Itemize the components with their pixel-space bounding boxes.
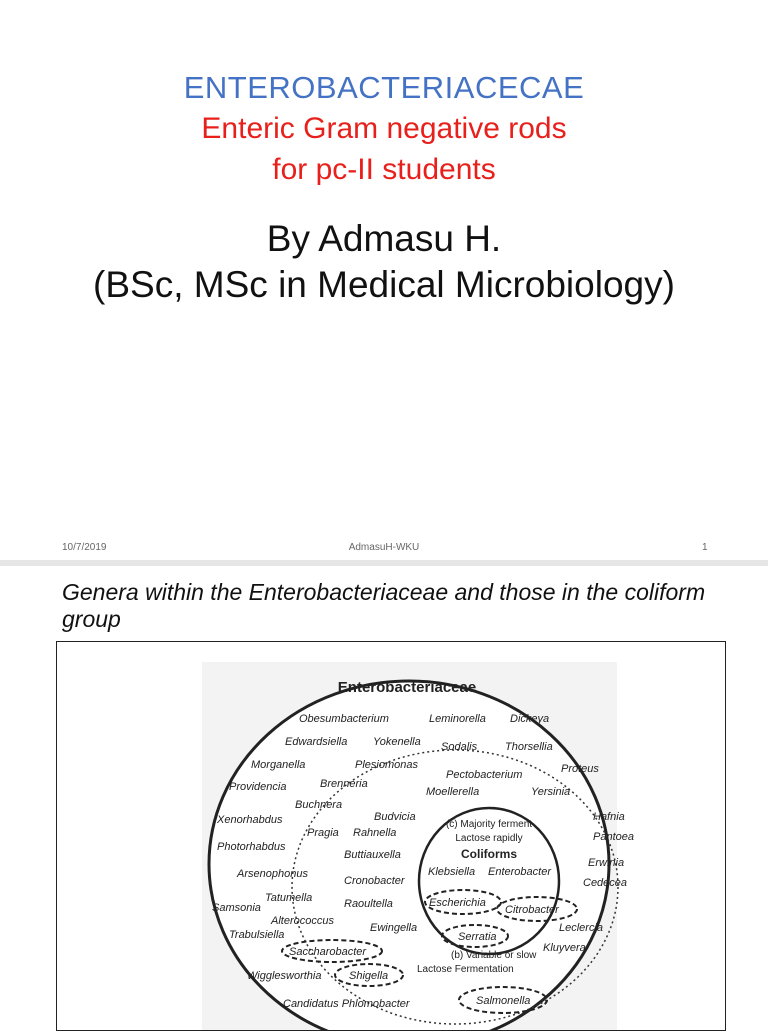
genus-label: Brenneria [320, 778, 368, 790]
author-name: By Admasu H. [266, 218, 502, 259]
venn-diagram [57, 642, 726, 1031]
genus-label: Wigglesworthia [247, 970, 322, 982]
genus-label: Salmonella [476, 995, 531, 1007]
genus-label: Klebsiella [428, 866, 476, 878]
coliform-caption-line2: Lactose rapidly [455, 833, 523, 844]
genus-label: Buchnera [295, 799, 343, 811]
genus-label: Kluyvera [543, 942, 586, 954]
genus-label: Sodalis [441, 741, 478, 753]
genus-label: Citrobacter [505, 904, 559, 916]
enterobacteriaceae-figure [56, 641, 726, 1031]
footer-date: 10/7/2019 [62, 542, 107, 553]
genus-label: Trabulsiella [229, 929, 285, 941]
genus-label: Yersinia [531, 786, 571, 798]
genus-label: Budvicia [374, 811, 416, 823]
genus-label: Escherichia [429, 897, 486, 909]
genus-label: Arsenophonus [237, 868, 308, 880]
genus-label: Pectobacterium [446, 769, 523, 781]
figure-slide [0, 566, 768, 1024]
genus-label: Pantoea [593, 831, 634, 843]
coliforms-heading: Coliforms [460, 847, 518, 861]
genus-label: Ewingella [370, 922, 418, 934]
genus-label: Tatumella [265, 892, 313, 904]
genus-label: Cedecea [583, 877, 628, 889]
genus-label: Moellerella [426, 786, 480, 798]
footer-center: AdmasuH-WKU [348, 542, 420, 553]
slide-title: ENTEROBACTERIACECAE [183, 70, 585, 105]
genus-label: Enterobacter [488, 866, 551, 878]
slide-subtitle-line1: Enteric Gram negative rods [201, 112, 567, 145]
genus-label: Plesiomonas [355, 759, 418, 771]
genus-label: Alterococcus [271, 915, 334, 927]
genus-label: Leclercia [559, 922, 604, 934]
genus-label: Candidatus Phlomobacter [283, 998, 410, 1010]
author-credentials: (BSc, MSc in Medical Microbiology) [93, 264, 675, 305]
genus-label: Providencia [229, 781, 287, 793]
genus-label: Serratia [458, 931, 497, 943]
genus-label: Morganella [251, 759, 306, 771]
genus-label: Proteus [561, 763, 599, 775]
genus-label: Raoultella [344, 898, 393, 910]
genus-label: Shigella [349, 970, 389, 982]
coliform-caption-line1: (c) Majority ferment [445, 819, 533, 830]
genus-label: Photorhabdus [217, 841, 286, 853]
genus-label: Samsonia [212, 902, 261, 914]
variable-caption-line2: Lactose Fermentation [417, 964, 514, 975]
footer-page-number: 1 [702, 542, 708, 553]
genus-label: Cronobacter [344, 875, 405, 887]
genus-label: Edwardsiella [285, 736, 348, 748]
genus-label: Buttiauxella [344, 849, 401, 861]
slide-subtitle-line2: for pc-II students [272, 153, 496, 186]
genus-label: Erwinia [588, 857, 625, 869]
genus-label: Thorsellia [505, 741, 553, 753]
figure-heading: Enterobacteriaceae [337, 679, 477, 696]
genus-label: Hafnia [593, 811, 625, 823]
variable-caption-line1: (b) Variable or slow [451, 950, 537, 961]
genus-label: Saccharobacter [289, 946, 367, 958]
genus-label: Yokenella [373, 736, 421, 748]
genus-label: Rahnella [353, 827, 397, 839]
genus-label: Leminorella [429, 713, 486, 725]
genus-label: Pragia [307, 827, 339, 839]
genus-label: Obesumbacterium [299, 713, 389, 725]
genus-label: Xenorhabdus [217, 814, 283, 826]
figure-slide-title: Genera within the Enterobacteriaceae and those in the coliform group [62, 579, 706, 632]
genus-label: Dickeya [510, 713, 550, 725]
